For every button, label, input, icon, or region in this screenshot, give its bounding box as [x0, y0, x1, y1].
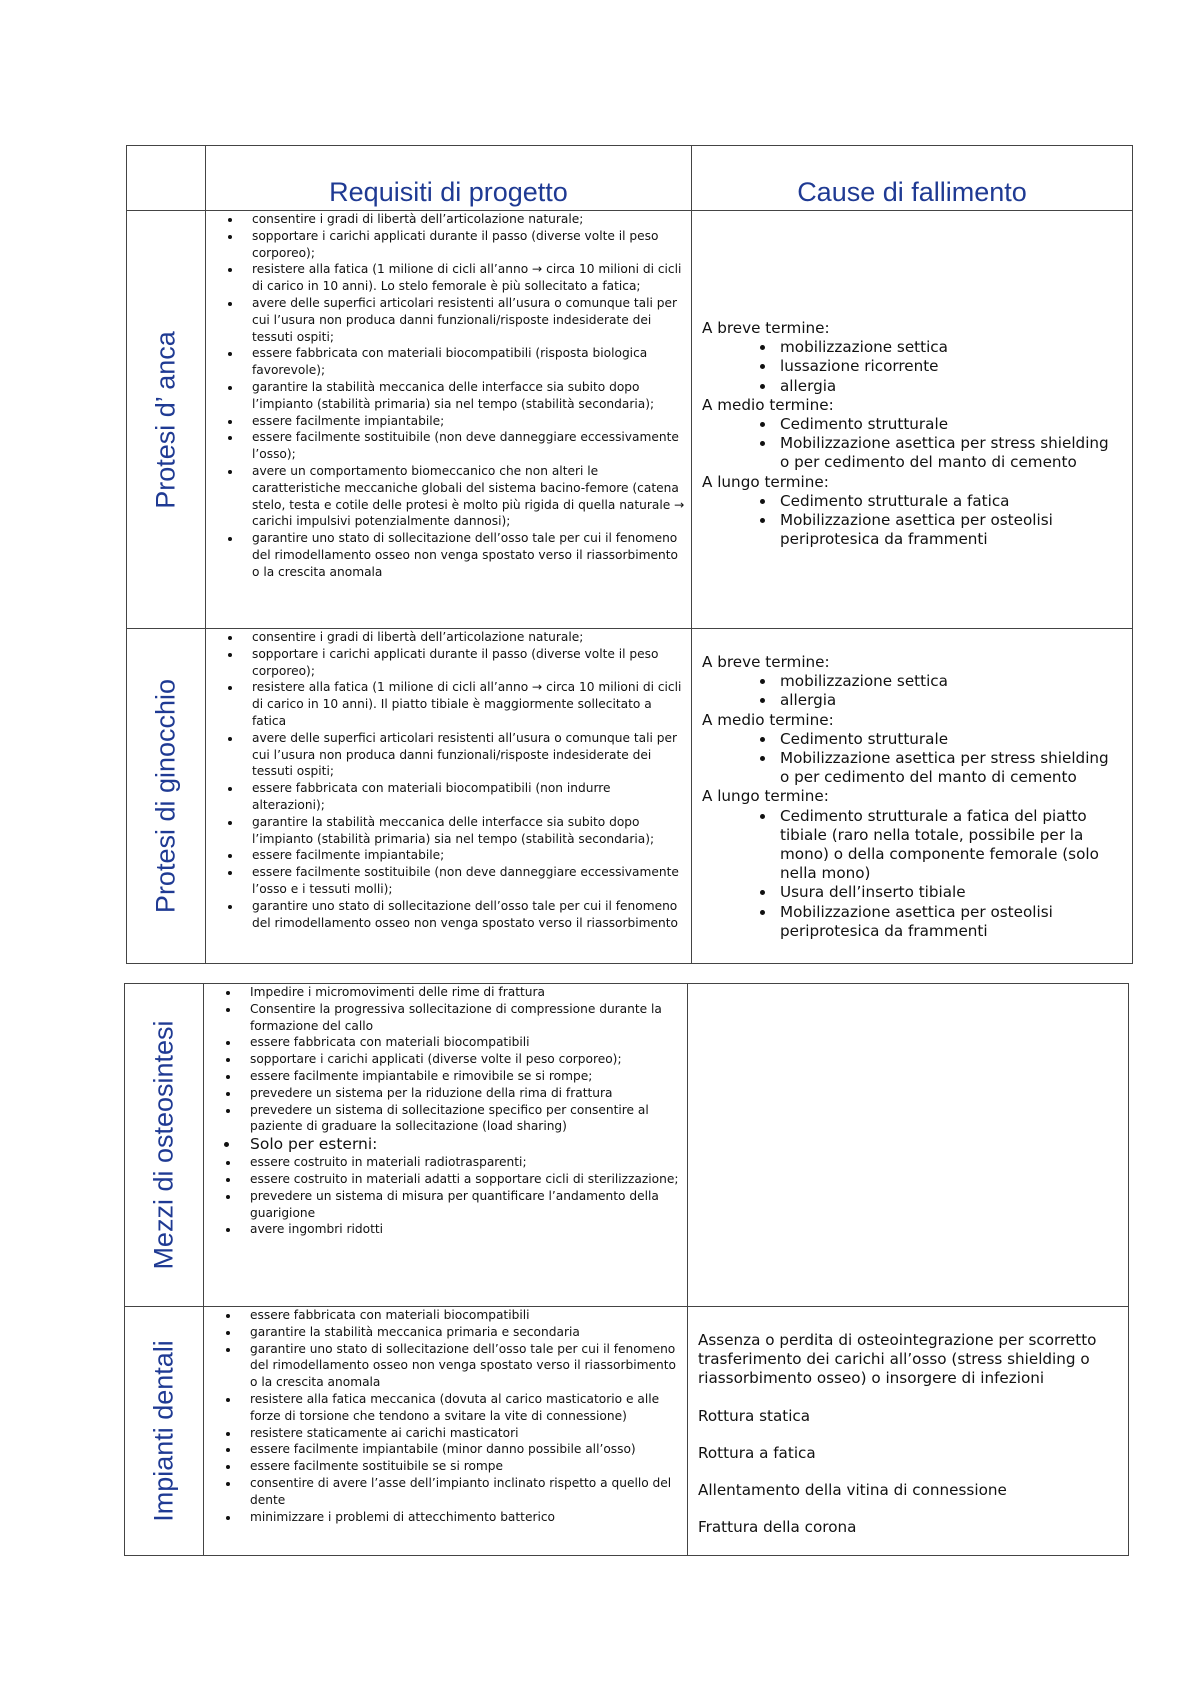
- row-label-ginocchio: Protesi di ginocchio: [150, 678, 181, 914]
- requirement-item: • Impedire i micromovimenti delle rime di frattura: [240, 984, 681, 1001]
- cause-item: • Cedimento strutturale: [776, 415, 1118, 434]
- cause-item: • allergia: [776, 377, 1118, 396]
- causes-cell-anca: [692, 211, 1133, 629]
- requirements-cell-ginocchio: [206, 629, 692, 964]
- cause-term: A breve termine:: [702, 653, 830, 671]
- cause-term-list: [702, 492, 1118, 550]
- requirement-item: • consentire i gradi di libertà dell’articolazione naturale;: [242, 629, 685, 646]
- requirement-item: • essere fabbricata con materiali biocompatibili: [240, 1034, 681, 1051]
- requirement-item: • prevedere un sistema per la riduzione della rima di frattura: [240, 1085, 681, 1102]
- row-ginocchio: [127, 629, 1133, 964]
- cause-term: A medio termine:: [702, 710, 834, 729]
- causes-cell-ginocchio: [692, 629, 1133, 964]
- cause-term: A lungo termine:: [702, 472, 829, 491]
- requirements-list-osteosintesi: [204, 984, 687, 1238]
- side-cell-osteosintesi: [125, 984, 204, 1307]
- row-label-osteosintesi: Mezzi di osteosintesi: [148, 1020, 179, 1270]
- cause-term-list: [702, 807, 1118, 941]
- cause-term: A lungo termine:: [702, 787, 829, 806]
- requirement-item: • garantire uno stato di sollecitazione dell’osso tale per cui il fenomeno del rimodellamento osseo non venga spostato verso il riassorbimento o la crescita anomala: [240, 1341, 681, 1391]
- requirement-item: • essere facilmente impiantabile;: [242, 413, 685, 430]
- causes-cell-dentali: [688, 1307, 1129, 1556]
- cause-item: • allergia: [776, 691, 1118, 710]
- requirement-item: • avere delle superfici articolari resistenti all’usura o comunque tali per cui l’usura non produca danni funzionali/risposte indesiderate dei tessuti ospiti;: [242, 730, 685, 780]
- cause-item: • Cedimento strutturale a fatica: [776, 492, 1118, 511]
- requirement-item: • resistere alla fatica meccanica (dovuta al carico masticatorio e alle forze di torsione che tendono a svitare la vite di connessione): [240, 1391, 681, 1425]
- requirement-item: • essere facilmente impiantabile e rimovibile se si rompe;: [240, 1068, 681, 1085]
- requirement-item: • resistere alla fatica (1 milione di cicli all’anno → circa 10 milioni di cicli di carico in 10 anni). Il piatto tibiale è maggiormente sollecitato a fatica: [242, 679, 685, 729]
- side-cell-ginocchio: [127, 629, 206, 964]
- requirement-item: • consentire di avere l’asse dell’impianto inclinato rispetto a quello del dente: [240, 1475, 681, 1509]
- requirement-item: • essere facilmente sostituibile (non deve danneggiare eccessivamente l’osso e i tessuti molli);: [242, 864, 685, 898]
- cause-term: A medio termine:: [702, 395, 834, 414]
- cause-item: • mobilizzazione settica: [776, 672, 1118, 691]
- requirements-cell-osteosintesi: [204, 984, 688, 1307]
- requirement-item: • sopportare i carichi applicati durante il passo (diverse volte il peso corporeo);: [242, 646, 685, 680]
- cause-item: Assenza o perdita di osteointegrazione per scorretto trasferimento dei carichi all’osso (stress shielding o riassorbimento osseo) o insorgere di infezioni: [698, 1331, 1097, 1388]
- side-cell-anca: [127, 211, 206, 629]
- causes-list-ginocchio: [692, 653, 1132, 941]
- cause-item: Allentamento della vitina di connessione: [698, 1481, 1007, 1500]
- cause-item: • mobilizzazione settica: [776, 338, 1118, 357]
- requirement-item: • essere fabbricata con materiali biocompatibili: [240, 1307, 681, 1324]
- requirement-item: • resistere staticamente ai carichi masticatori: [240, 1425, 681, 1442]
- requirement-item: • essere fabbricata con materiali biocompatibili (risposta biologica favorevole);: [242, 345, 685, 379]
- requirement-item: • Consentire la progressiva sollecitazione di compressione durante la formazione del callo: [240, 1001, 681, 1035]
- header-requisiti: Requisiti di progetto: [206, 146, 692, 211]
- cause-item: • Mobilizzazione asettica per osteolisi periprotesica da frammenti: [776, 903, 1118, 941]
- requirement-item: • avere delle superfici articolari resistenti all’usura o comunque tali per cui l’usura non produca danni funzionali/risposte indesiderate dei tessuti ospiti;: [242, 295, 685, 345]
- row-osteosintesi: [125, 984, 1129, 1307]
- cause-item: • lussazione ricorrente: [776, 357, 1118, 376]
- row-anca: [127, 211, 1133, 629]
- causes-list-anca: [692, 319, 1132, 549]
- cause-item: • Mobilizzazione asettica per stress shielding o per cedimento del manto di cemento: [776, 749, 1118, 787]
- causes-list-dentali: [688, 1331, 1128, 1537]
- requirements-list-anca: [206, 211, 691, 581]
- corner-cell: [127, 146, 206, 211]
- requirement-item: • minimizzare i problemi di attecchimento batterico: [240, 1509, 681, 1526]
- requirement-item: • essere facilmente impiantabile (minor danno possibile all’osso): [240, 1441, 681, 1458]
- requirement-item: • essere facilmente impiantabile;: [242, 847, 685, 864]
- cause-item: • Cedimento strutturale: [776, 730, 1118, 749]
- requirements-cell-anca: [206, 211, 692, 629]
- requirement-item: • avere ingombri ridotti: [240, 1221, 681, 1238]
- requirement-item: • avere un comportamento biomeccanico che non alteri le caratteristiche meccaniche globali del sistema bacino-femore (catena stelo, testa e cotile delle protesi è molto più rigida di quella naturale → carichi impulsivi potenzialmente dannosi);: [242, 463, 685, 530]
- requirements-list-ginocchio: [206, 629, 691, 931]
- requirement-item: • garantire la stabilità meccanica delle interfacce sia subito dopo l’impianto (stabilità primaria) sia nel tempo (stabilità secondaria);: [242, 814, 685, 848]
- requirement-item: • essere costruito in materiali adatti a sopportare cicli di sterilizzazione;: [240, 1171, 681, 1188]
- cause-term-list: [702, 338, 1118, 396]
- requirement-item: • garantire la stabilità meccanica delle interfacce sia subito dopo l’impianto (stabilità primaria) sia nel tempo (stabilità secondaria);: [242, 379, 685, 413]
- prosthesis-table-bottom: [124, 983, 1129, 1556]
- requirement-item: • resistere alla fatica (1 milione di cicli all’anno → circa 10 milioni di cicli di carico in 10 anni). Lo stelo femorale è più sollecitato a fatica;: [242, 261, 685, 295]
- row-dentali: [125, 1307, 1129, 1556]
- cause-item: • Usura dell’inserto tibiale: [776, 883, 1118, 902]
- requirement-item: • garantire la stabilità meccanica primaria e secondaria: [240, 1324, 681, 1341]
- requirement-item: • garantire uno stato di sollecitazione dell’osso tale per cui il fenomeno del rimodellamento osseo non venga spostato verso il riassorbimento: [242, 898, 685, 932]
- prosthesis-table-top: [126, 145, 1133, 964]
- cause-item: Rottura a fatica: [698, 1443, 816, 1462]
- cause-item: Frattura della corona: [698, 1518, 857, 1537]
- requirements-cell-dentali: [204, 1307, 688, 1556]
- requirement-item: • prevedere un sistema di misura per quantificare l’andamento della guarigione: [240, 1188, 681, 1222]
- row-label-anca: Protesi d’ anca: [150, 330, 181, 509]
- header-row: [127, 146, 1133, 211]
- cause-term-list: [702, 730, 1118, 788]
- cause-item: • Mobilizzazione asettica per osteolisi periprotesica da frammenti: [776, 511, 1118, 549]
- requirement-item: • sopportare i carichi applicati (diverse volte il peso corporeo);: [240, 1051, 681, 1068]
- cause-term-list: [702, 672, 1118, 710]
- requirement-subheading: • Solo per esterni:: [240, 1135, 681, 1154]
- requirement-item: • garantire uno stato di sollecitazione dell’osso tale per cui il fenomeno del rimodellamento osseo non venga spostato verso il riassorbimento o la crescita anomala: [242, 530, 685, 580]
- cause-item: • Mobilizzazione asettica per stress shielding o per cedimento del manto di cemento: [776, 434, 1118, 472]
- side-cell-dentali: [125, 1307, 204, 1556]
- cause-item: Rottura statica: [698, 1406, 811, 1425]
- header-cause: Cause di fallimento: [692, 146, 1133, 211]
- causes-cell-osteosintesi: [688, 984, 1129, 1307]
- requirement-item: • essere facilmente sostituibile (non deve danneggiare eccessivamente l’osso);: [242, 429, 685, 463]
- requirements-list-dentali: [204, 1307, 687, 1525]
- requirement-item: • essere facilmente sostituibile se si rompe: [240, 1458, 681, 1475]
- requirement-item: • essere costruito in materiali radiotrasparenti;: [240, 1154, 681, 1171]
- requirement-item: • prevedere un sistema di sollecitazione specifico per consentire al paziente di graduare la sollecitazione (load sharing): [240, 1102, 681, 1136]
- requirement-item: • consentire i gradi di libertà dell’articolazione naturale;: [242, 211, 685, 228]
- row-label-dentali: Impianti dentali: [148, 1340, 179, 1523]
- requirement-item: • essere fabbricata con materiali biocompatibili (non indurre alterazioni);: [242, 780, 685, 814]
- requirement-item: • sopportare i carichi applicati durante il passo (diverse volte il peso corporeo);: [242, 228, 685, 262]
- cause-term-list: [702, 415, 1118, 473]
- cause-term: A breve termine:: [702, 319, 830, 337]
- cause-item: • Cedimento strutturale a fatica del piatto tibiale (raro nella totale, possibile per la mono) o della componente femorale (solo nella mono): [776, 807, 1118, 884]
